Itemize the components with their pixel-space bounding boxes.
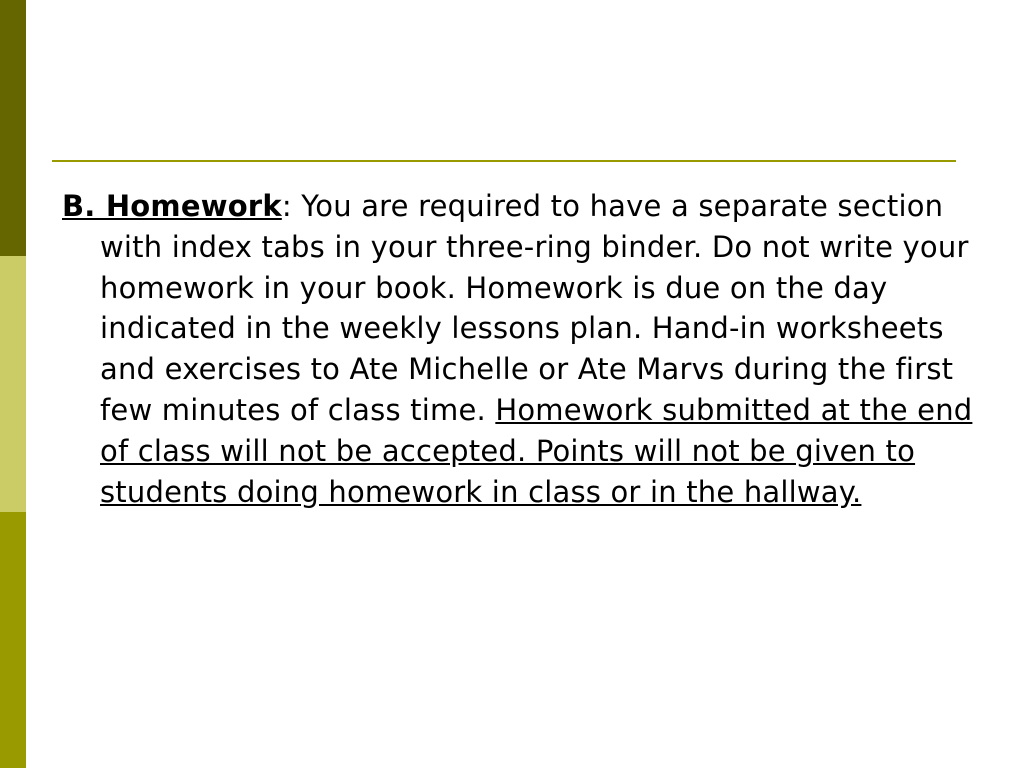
side-accent-bar-middle-segment: [0, 256, 26, 512]
homework-policy-text: Homework submitted at the end of class will not be accepted. Points will not be given to students doing homework in class or in the hallway.: [100, 392, 973, 509]
title-divider-line: [52, 160, 956, 162]
homework-instructions-text: You are required to have a separate section with index tabs in your three-ring binder. Do not write your homework in your book. Homework is due on the day indicated in the weekly lessons plan. Hand-in worksheets and exercises to Ate Michelle or Ate Marvs during the first few minutes of class time.: [100, 189, 969, 427]
side-accent-bar-bottom-segment: [0, 512, 26, 768]
homework-paragraph: [62, 186, 1000, 512]
side-accent-bar-top-segment: [0, 0, 26, 256]
homework-heading: B. Homework: [62, 189, 282, 223]
heading-colon: :: [281, 189, 302, 223]
side-accent-bar: [0, 0, 26, 768]
